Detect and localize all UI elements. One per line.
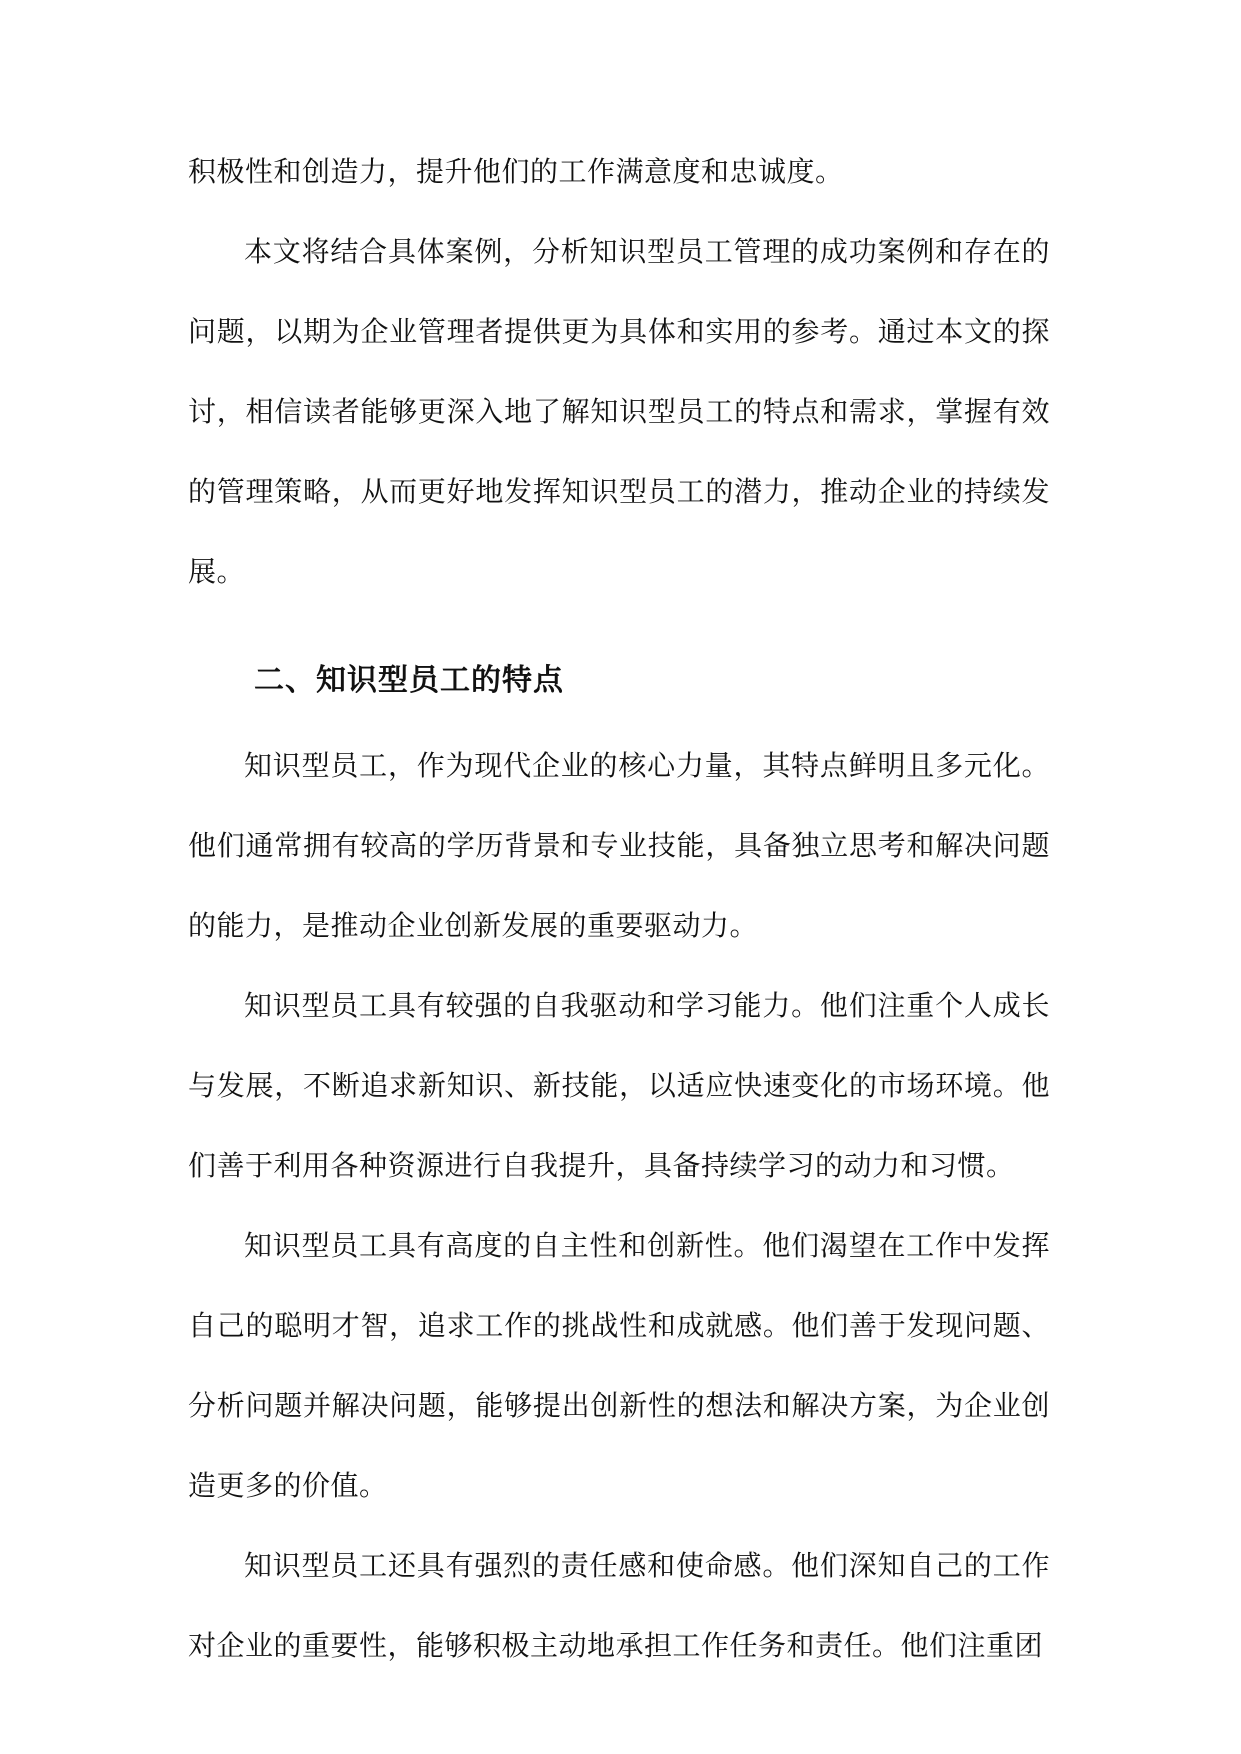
section-paragraph: 知识型员工具有高度的自主性和创新性。他们渴望在工作中发挥自己的聪明才智，追求工作的挑战性和成就感。他们善于发现问题、分析问题并解决问题，能够提出创新性的想法和解决方案，为企业创造更多的价值。: [188, 1229, 1050, 1502]
continued-paragraph: 积极性和创造力，提升他们的工作满意度和忠诚度。: [188, 155, 844, 188]
section-paragraph: 知识型员工还具有强烈的责任感和使命感。他们深知自己的工作对企业的重要性，能够积极主动地承担工作任务和责任。他们注重团: [188, 1549, 1050, 1662]
intro-paragraph: 本文将结合具体案例，分析知识型员工管理的成功案例和存在的问题，以期为企业管理者提供更为具体和实用的参考。通过本文的探讨，相信读者能够更深入地了解知识型员工的特点和需求，掌握有效的管理策略，从而更好地发挥知识型员工的潜力，推动企业的持续发展。: [188, 235, 1050, 588]
section-paragraph: 知识型员工具有较强的自我驱动和学习能力。他们注重个人成长与发展，不断追求新知识、新技能，以适应快速变化的市场环境。他们善于利用各种资源进行自我提升，具备持续学习的动力和习惯。: [188, 989, 1050, 1182]
document-page: [188, 132, 1050, 1686]
section-heading: 二、知识型员工的特点: [254, 663, 564, 698]
section-paragraph: 知识型员工，作为现代企业的核心力量，其特点鲜明且多元化。他们通常拥有较高的学历背景和专业技能，具备独立思考和解决问题的能力，是推动企业创新发展的重要驱动力。: [188, 749, 1050, 942]
